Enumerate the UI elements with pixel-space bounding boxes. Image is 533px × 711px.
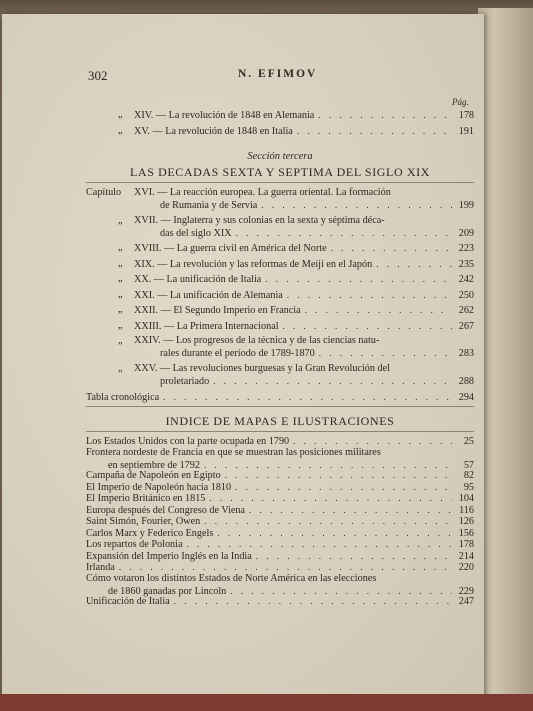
entry-text: Europa después del Congreso de Viena — [86, 504, 246, 516]
dot-leader — [283, 320, 452, 332]
entry-text: de Rumania y de Servia — [160, 200, 258, 211]
chapter-row — [86, 187, 474, 212]
section-title: LAS DECADAS SEXTA Y SEPTIMA DEL SIGLO XIX — [130, 165, 430, 179]
dot-leader — [293, 435, 452, 447]
toc-row — [86, 109, 474, 122]
toc-entry-line — [86, 258, 474, 271]
section-rule — [86, 182, 474, 183]
entry-page: 262 — [458, 305, 474, 316]
entry-page: 247 — [458, 596, 474, 607]
entry-text: Campaña de Napoleón en Egipto — [86, 470, 221, 481]
entry-text: XXIII. — La Primera Internacional — [134, 320, 279, 332]
entry-page: 267 — [458, 320, 474, 332]
entry-text: das del siglo XIX — [160, 227, 232, 239]
dot-leader — [376, 258, 452, 270]
chapter-mark: „ — [118, 214, 123, 226]
entry-text: XXII. — El Segundo Imperio en Francia — [134, 305, 301, 316]
entry-text: El Imperio Británico en 1815 — [86, 493, 206, 504]
dot-leader — [163, 391, 452, 403]
dot-leader — [287, 289, 452, 301]
entry-text: XXIV. — Los progresos de la técnica y de las ciencias natu- — [134, 335, 380, 346]
entry-page: 229 — [458, 585, 474, 597]
entry-text: rales durante el período de 1789-1870 — [160, 348, 315, 359]
toc-entry-line — [86, 320, 474, 333]
entry-page: 156 — [458, 527, 474, 539]
chapter-row — [86, 289, 474, 302]
chapter-mark: „ — [118, 242, 123, 253]
entry-page: 126 — [458, 516, 474, 527]
dot-leader — [305, 304, 452, 316]
toc-entry-line — [86, 595, 474, 608]
entry-page: 223 — [458, 243, 474, 254]
entry-page: 220 — [458, 562, 474, 573]
dot-leader — [265, 273, 452, 285]
chapter-row — [86, 273, 474, 286]
dot-leader — [174, 595, 452, 607]
dot-leader — [261, 199, 452, 211]
entry-page: 214 — [458, 550, 474, 562]
chapter-mark: „ — [118, 335, 123, 346]
entry-page: 116 — [459, 504, 474, 516]
chapter-row — [86, 242, 474, 255]
ditto-mark: „ — [118, 125, 123, 136]
entry-page: 288 — [458, 375, 474, 387]
toc-entry-line — [86, 227, 474, 240]
entry-text: Tabla cronológica — [86, 392, 160, 403]
toc-entry-line — [86, 109, 474, 122]
chapter-mark: „ — [118, 362, 123, 374]
map-row — [86, 595, 474, 608]
dot-leader — [225, 469, 452, 481]
toc-entry-line — [86, 347, 474, 360]
entry-text: Expansión del Imperio Inglés en la India — [86, 550, 252, 562]
entry-text: XV. — La revolución de 1848 en Italia — [134, 126, 293, 137]
next-page-edge — [478, 8, 533, 711]
entry-page: 82 — [463, 470, 474, 481]
dot-leader — [318, 109, 452, 121]
toc-entry-line — [86, 289, 474, 302]
entry-text: XIV. — La revolución de 1848 en Alemania — [134, 110, 315, 121]
entry-text: Frontera nordeste de Francia en que se muestran las posiciones militares — [86, 446, 381, 458]
entry-page: 178 — [458, 110, 474, 121]
pag-column-label: Pág. — [452, 97, 469, 107]
entry-page: 235 — [458, 258, 474, 270]
map-row — [86, 573, 474, 598]
entry-text: El Imperio de Napoleón hacia 1810 — [86, 481, 232, 493]
section-rule — [86, 406, 474, 407]
chapter-mark: Capítulo — [86, 187, 122, 198]
chapter-mark: „ — [118, 288, 123, 300]
dot-leader — [256, 550, 452, 562]
dot-leader — [331, 242, 452, 254]
entry-text: XVII. — Inglaterra y sus colonias en la sexta y séptima déca- — [134, 214, 385, 226]
entry-text: Saint Simón, Fourier, Owen — [86, 516, 201, 527]
toc-entry-line — [86, 125, 474, 138]
entry-page: 242 — [458, 274, 474, 285]
cover-strip — [0, 694, 533, 711]
entry-text: en septiembre de 1792 — [108, 459, 200, 471]
chapter-row — [86, 258, 474, 271]
entry-text: Los Estados Unidos con la parte ocupada en 1790 — [86, 436, 290, 447]
entry-text: XVIII. — La guerra civil en América del Norte — [134, 243, 327, 254]
toc-entry-line — [86, 304, 474, 317]
map-row — [86, 447, 474, 472]
toc-row — [86, 125, 474, 138]
entry-page: 199 — [458, 200, 474, 211]
toc-entry-line — [86, 242, 474, 255]
dot-leader — [236, 227, 452, 239]
entry-text: Unificación de Italia — [86, 596, 170, 607]
entry-text: XX. — La unificación de Italia — [134, 274, 262, 285]
dot-leader — [217, 527, 452, 539]
page-number: 302 — [88, 68, 108, 83]
entry-text: XVI. — La reacción europea. La guerra oriental. La formación — [134, 187, 391, 198]
dot-leader — [319, 347, 452, 359]
ditto-mark: „ — [118, 109, 123, 120]
maps-title: INDICE DE MAPAS E ILUSTRACIONES — [165, 414, 395, 428]
entry-page: 250 — [458, 289, 474, 301]
entry-page: 104 — [458, 493, 474, 504]
dot-leader — [249, 504, 452, 516]
toc-entry-line — [86, 273, 474, 286]
entry-text: XXI. — La unificación de Alemania — [134, 289, 283, 301]
chapter-row — [86, 320, 474, 333]
toc-entry-line — [86, 391, 474, 404]
tabla-row — [86, 391, 474, 404]
entry-page: 57 — [463, 459, 474, 471]
running-head: N. EFIMOV — [238, 68, 318, 80]
chapter-mark: „ — [118, 273, 123, 284]
dot-leader — [213, 375, 452, 387]
chapter-row — [86, 215, 474, 240]
toc-entry-line — [86, 199, 474, 212]
entry-page: 294 — [458, 392, 474, 403]
entry-page: 209 — [458, 227, 474, 239]
dot-leader — [119, 561, 452, 573]
chapter-mark: „ — [118, 319, 123, 331]
dot-leader — [297, 125, 452, 137]
entry-page: 191 — [458, 126, 474, 137]
entry-text: XXV. — Las revoluciones burguesas y la Gran Revolución del — [134, 362, 390, 374]
dot-leader — [235, 481, 452, 493]
dot-leader — [204, 515, 452, 527]
entry-text: Cómo votaron los distintos Estados de Norte América en las elecciones — [86, 572, 377, 584]
entry-text: proletariado — [160, 375, 210, 387]
chapter-mark: „ — [118, 304, 123, 315]
chapter-row — [86, 304, 474, 317]
chapter-row — [86, 335, 474, 360]
entry-page: 95 — [463, 481, 474, 493]
chapter-row — [86, 363, 474, 388]
toc-entry-line — [86, 375, 474, 388]
entry-page: 25 — [463, 436, 474, 447]
page-header — [88, 68, 468, 84]
chapter-mark: „ — [118, 257, 123, 269]
entry-text: XIX. — La revolución y las reformas de Meiji en el Japón — [134, 258, 373, 270]
entry-text: Irlanda — [86, 562, 115, 573]
entry-text: Carlos Marx y Federico Engels — [86, 527, 214, 539]
entry-text: de 1860 ganadas por Lincoln — [108, 585, 227, 597]
section-rule — [86, 431, 474, 432]
entry-page: 178 — [458, 539, 474, 550]
section-label: Sección tercera — [247, 151, 313, 162]
dot-leader — [186, 538, 452, 550]
entry-text: Los repartos de Polonia — [86, 539, 183, 550]
dot-leader — [209, 492, 452, 504]
entry-page: 283 — [458, 348, 474, 359]
